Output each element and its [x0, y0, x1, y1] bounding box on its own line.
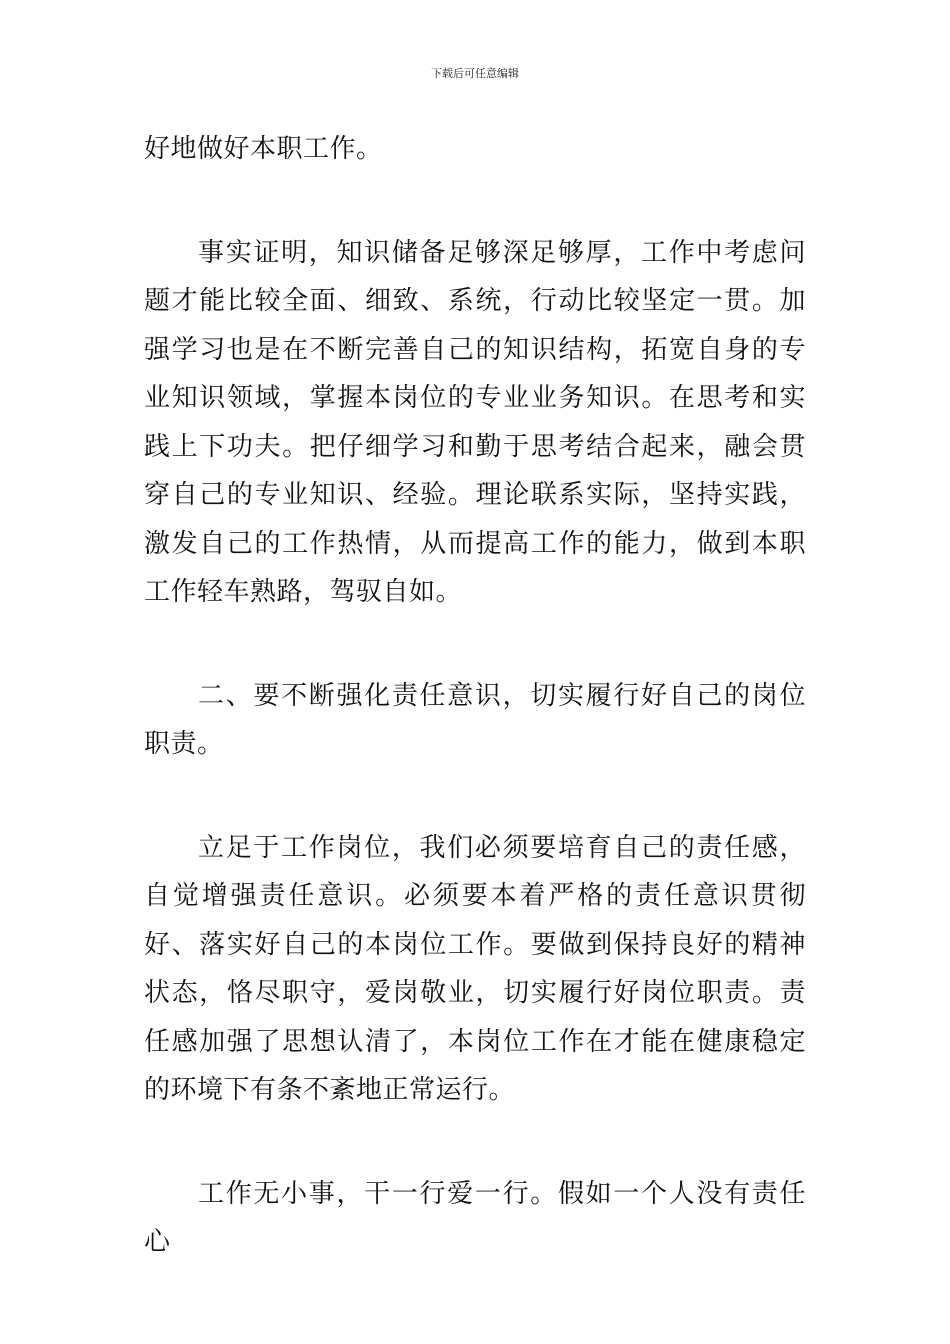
- section-heading-responsibility: 二、要不断强化责任意识，切实履行好自己的岗位职责。: [144, 680, 806, 759]
- document-body: [144, 125, 806, 1267]
- paragraph-responsibility: 立足于工作岗位，我们必须要培育自己的责任感，自觉增强责任意识。必须要本着严格的责任意识贯彻好、落实好自己的本岗位工作。要做到保持良好的精神状态，恪尽职守，爱岗敬业，切实履行好岗位职责。责任感加强了思想认清了，本岗位工作在才能在健康稳定的环境下有条不紊地正常运行。: [144, 832, 806, 1105]
- paragraph-continuation: 好地做好本职工作。: [144, 134, 383, 164]
- page-header: 下载后可任意编辑: [431, 67, 519, 80]
- paragraph-no-small-matters: 工作无小事，干一行爱一行。假如一个人没有责任心: [144, 1178, 806, 1257]
- paragraph-knowledge: 事实证明，知识储备足够深足够厚，工作中考虑问题才能比较全面、细致、系统，行动比较坚定一贯。加强学习也是在不断完善自己的知识结构，拓宽自身的专业知识领域，掌握本岗位的专业业务知识。在思考和实践上下功夫。把仔细学习和勤于思考结合起来，融会贯穿自己的专业知识、经验。理论联系实际，坚持实践，激发自己的工作热情，从而提高工作的能力，做到本职工作轻车熟路，驾驭自如。: [144, 237, 806, 607]
